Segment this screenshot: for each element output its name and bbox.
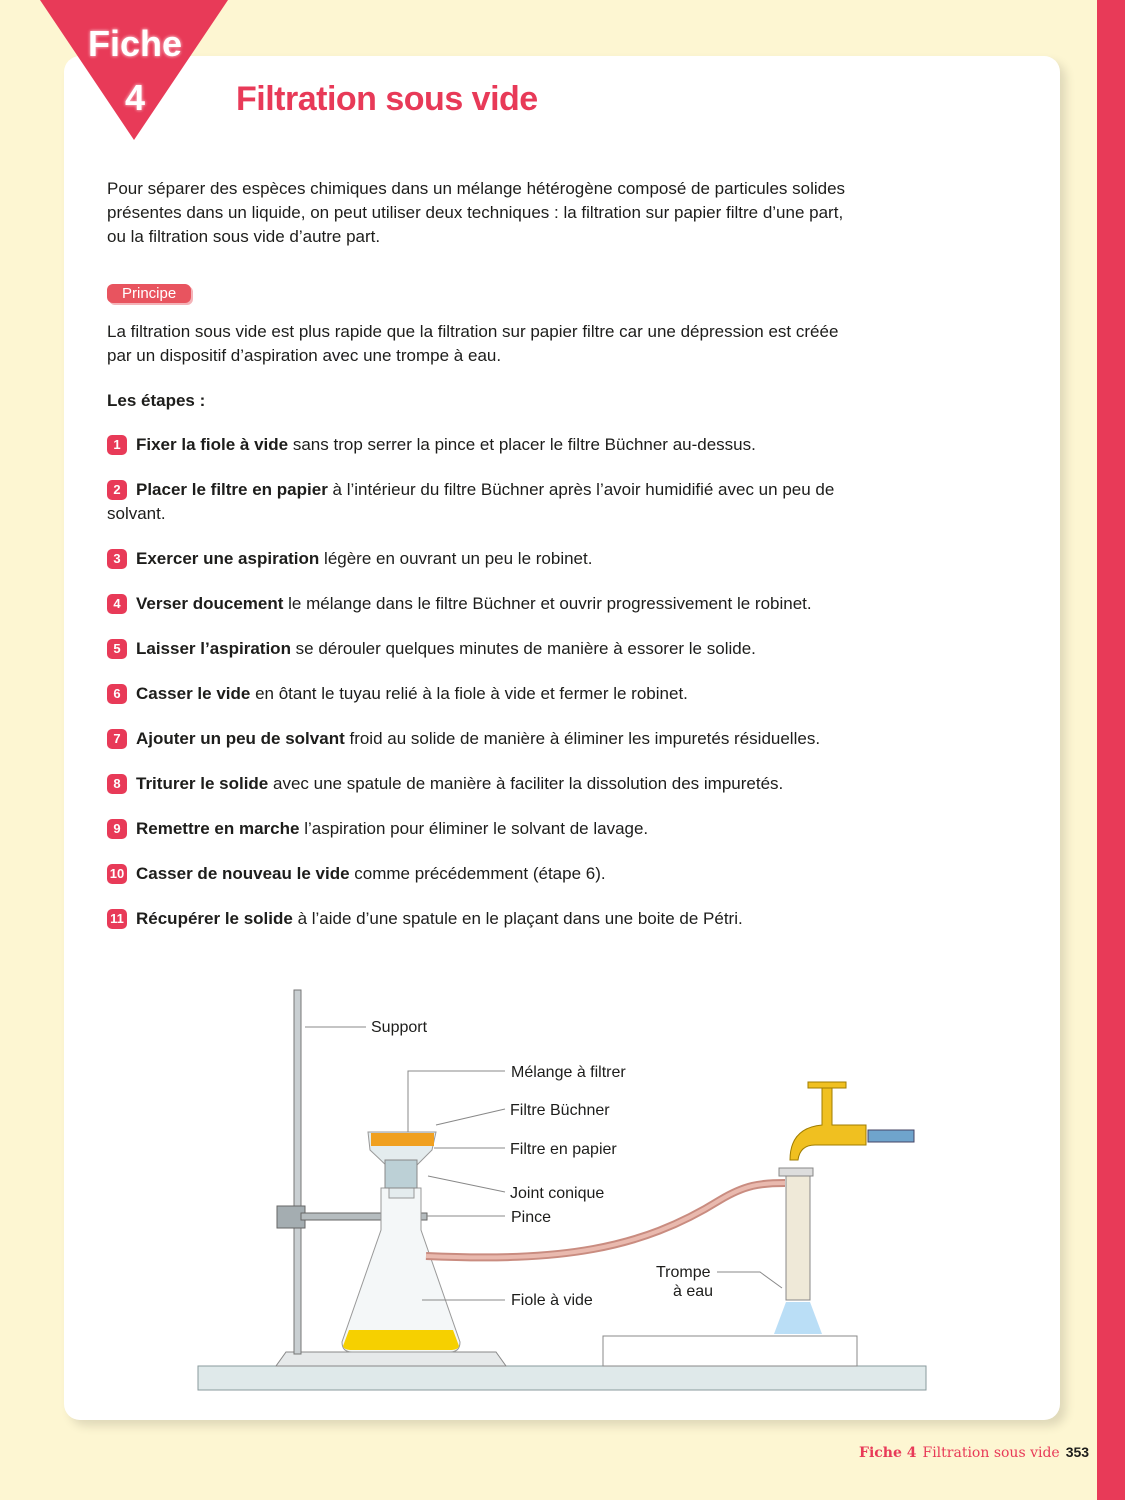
step-number: 8 [107,774,127,794]
step-bold: Placer le filtre en papier [136,480,328,499]
step-bold: Triturer le solide [136,774,269,793]
step-bold: Exercer une aspiration [136,549,320,568]
step-text: comme précédemment (étape 6). [349,864,606,883]
label-trompe-eau: à eau [673,1283,714,1300]
step-text: avec une spatule de manière à faciliter la dissolution des impuretés. [268,774,784,793]
step-text: légère en ouvrant un peu le robinet. [319,549,593,568]
label-buchner: Filtre Büchner [510,1102,610,1119]
step-text: le mélange dans le filtre Büchner et ouvrir progressivement le robinet. [283,594,812,613]
step-number: 11 [107,909,127,929]
fiche-label: Fiche [87,23,183,64]
label-trompe: Trompe [656,1264,711,1281]
label-papier: Filtre en papier [510,1141,617,1158]
intro-paragraph: Pour séparer des espèces chimiques dans un mélange hétérogène composé de particules solides présentes dans un liquide, on peut utiliser deux techniques : la filtration sur papier filtre d’une part, ou la filtration sous vide d’autre part. [107,179,846,246]
page-number: 353 [1065,1444,1090,1460]
flask-liquid [343,1330,459,1350]
label-joint: Joint conique [510,1185,605,1202]
principe-text: La filtration sous vide est plus rapide que la filtration sur papier filtre car une dépression est créée par un dispositif d’aspiration avec une trompe à eau. [107,322,839,365]
footer-fiche: Fiche 4 [859,1445,917,1461]
stand-base [276,1352,506,1366]
label-support: Support [371,1019,428,1036]
label-pince: Pince [511,1209,552,1226]
conical-joint [385,1160,417,1188]
step-bold: Ajouter un peu de solvant [136,729,345,748]
steps-heading: Les étapes : [107,391,206,410]
water-pump [786,1170,810,1300]
fiche-number: 4 [124,77,146,118]
step-number: 2 [107,480,127,500]
step-bold: Récupérer le solide [136,909,293,928]
sink-block [603,1336,857,1366]
water-jet [774,1302,822,1334]
step-number: 6 [107,684,127,704]
bench [198,1366,926,1390]
step-bold: Verser doucement [136,594,284,613]
step-text: à l’intérieur du filtre Büchner après l’avoir humidifié avec un peu de solvant. [107,480,835,523]
step-number: 9 [107,819,127,839]
step-bold: Laisser l’aspiration [136,639,291,658]
step-text: froid au solide de manière à éliminer les impuretés résiduelles. [344,729,821,748]
step-bold: Casser le vide [136,684,251,703]
step-bold: Fixer la fiole à vide [136,435,289,454]
support-rod [294,990,301,1354]
step-text: l’aspiration pour éliminer le solvant de lavage. [299,819,649,838]
step-number: 3 [107,549,127,569]
principe-badge: Principe [107,284,191,303]
step-text: en ôtant le tuyau relié à la fiole à vide et fermer le robinet. [250,684,688,703]
step-text: se dérouler quelques minutes de manière à essorer le solide. [290,639,756,658]
label-melange: Mélange à filtrer [511,1064,626,1081]
step-number: 7 [107,729,127,749]
step-bold: Remettre en marche [136,819,300,838]
step-text: sans trop serrer la pince et placer le filtre Büchner au-dessus. [288,435,756,454]
mixture-solid [371,1133,434,1146]
step-number: 1 [107,435,127,455]
label-fiole: Fiole à vide [511,1292,593,1309]
step-number: 5 [107,639,127,659]
step-number: 4 [107,594,127,614]
page-title: Filtration sous vide [236,80,538,118]
page-footer [859,1444,1089,1461]
step-bold: Casser de nouveau le vide [136,864,350,883]
water-pipe [868,1130,914,1142]
footer-title: Filtration sous vide [922,1445,1060,1461]
step-text: à l’aide d’une spatule en le plaçant dans une boite de Pétri. [292,909,743,928]
tap [790,1088,866,1160]
step-number: 10 [107,864,127,884]
